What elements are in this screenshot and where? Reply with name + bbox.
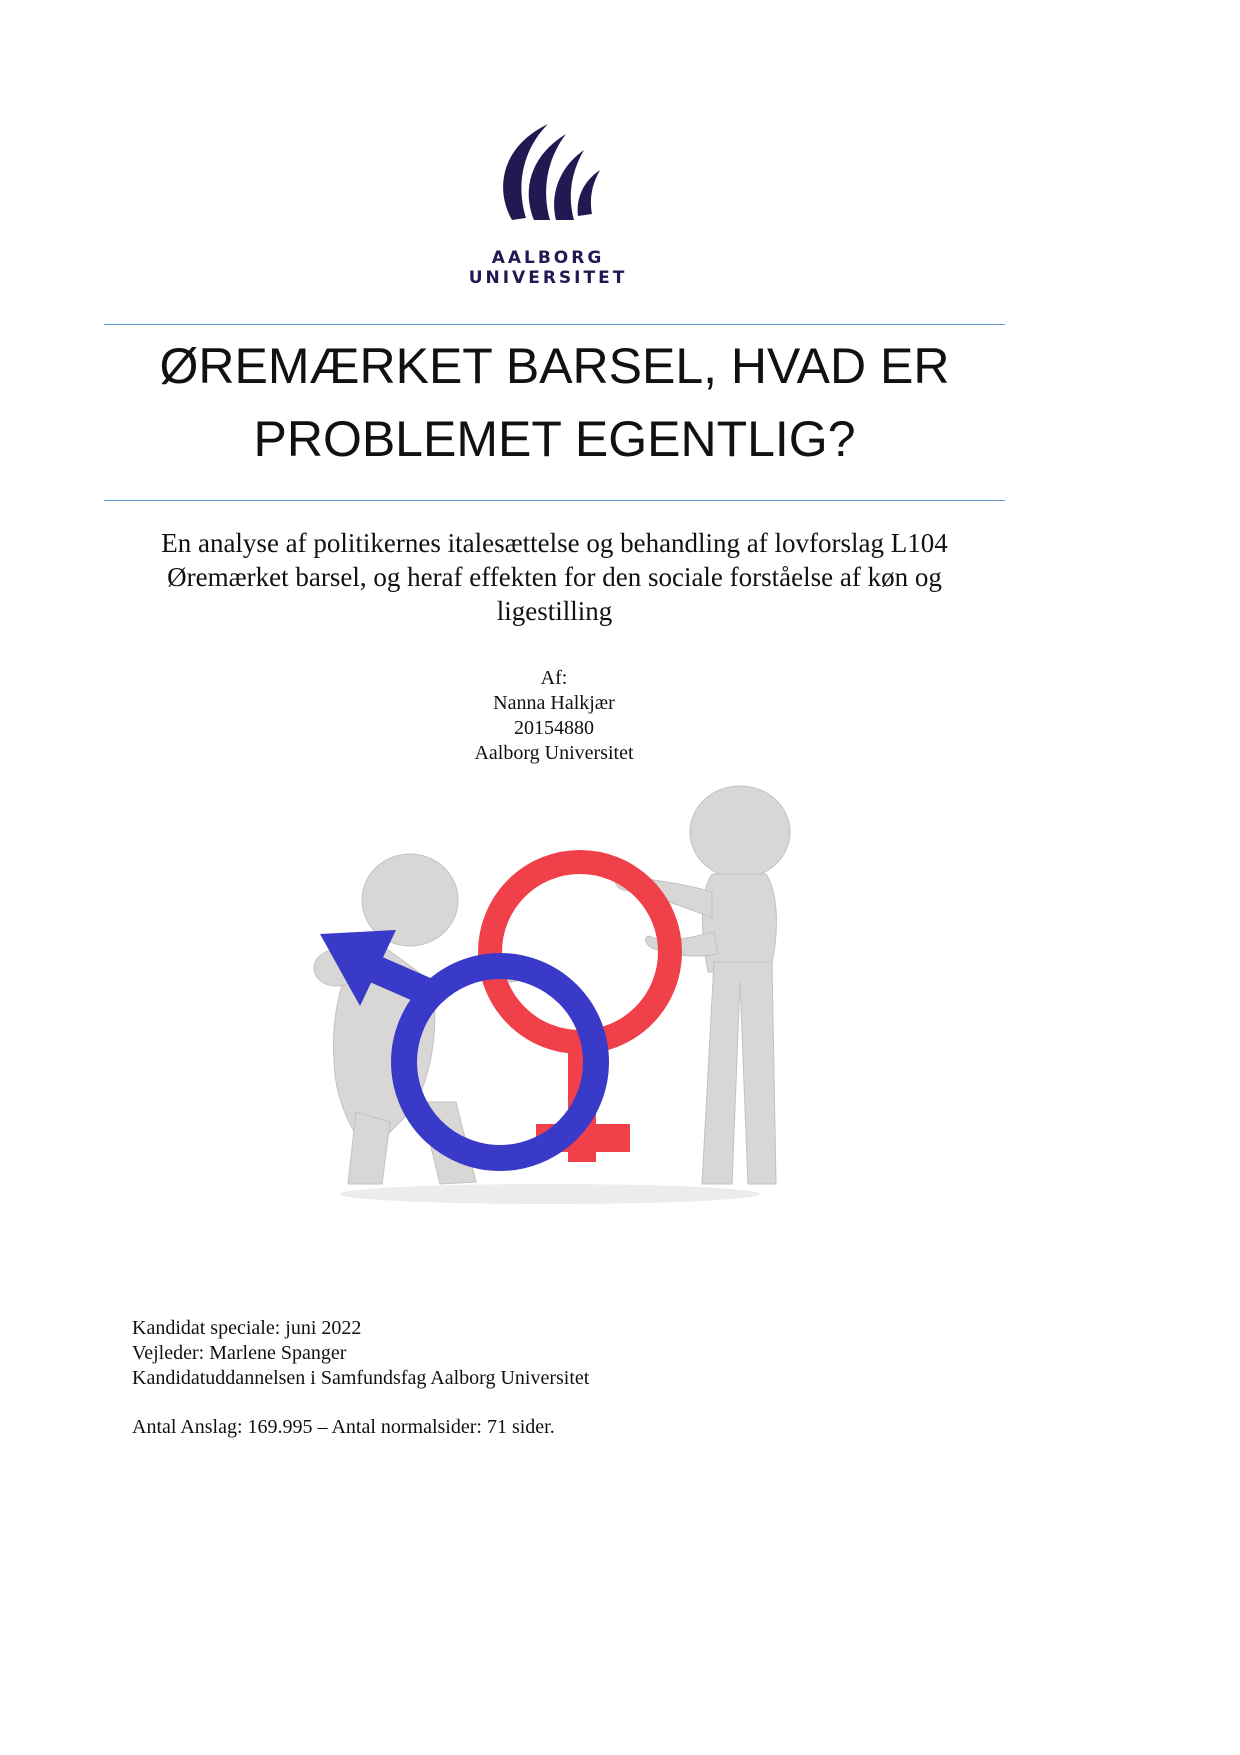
gender-symbols-figures-illustration	[300, 782, 800, 1210]
author-university: Aalborg Universitet	[474, 742, 634, 764]
title-top-divider	[104, 324, 1005, 325]
logo-text: AALBORG UNIVERSITET	[468, 248, 628, 288]
author-label: Af:	[540, 667, 568, 689]
author-name: Nanna Halkjær	[493, 692, 615, 714]
student-id: 20154880	[514, 717, 594, 739]
title-line-1: ØREMÆRKET BARSEL, HVAD ER	[159, 338, 950, 394]
subtitle	[104, 526, 1005, 628]
program: Kandidatuddannelsen i Samfundsfag Aalborg Universitet	[132, 1367, 590, 1389]
subtitle-line-2: Øremærket barsel, og heraf effekten for den sociale forståelse af køn og	[167, 562, 942, 592]
title-bottom-divider	[104, 500, 1005, 501]
university-logo	[408, 108, 688, 290]
counts: Antal Anslag: 169.995 – Antal normalsider: 71 sider.	[132, 1416, 555, 1438]
right-figure-icon	[615, 786, 790, 1184]
title-line-2: PROBLEMET EGENTLIG?	[253, 411, 856, 467]
thesis-metadata	[132, 1316, 932, 1440]
thesis-date: Kandidat speciale: juni 2022	[132, 1317, 362, 1339]
subtitle-line-3: ligestilling	[496, 596, 613, 626]
page-title	[104, 330, 1005, 476]
spacer	[132, 1391, 932, 1415]
supervisor: Vejleder: Marlene Spanger	[132, 1342, 347, 1364]
author-block	[404, 666, 704, 766]
aau-wave-logo-icon	[492, 116, 608, 228]
subtitle-line-1: En analyse af politikernes italesættelse og behandling af lovforslag L104	[161, 528, 948, 558]
